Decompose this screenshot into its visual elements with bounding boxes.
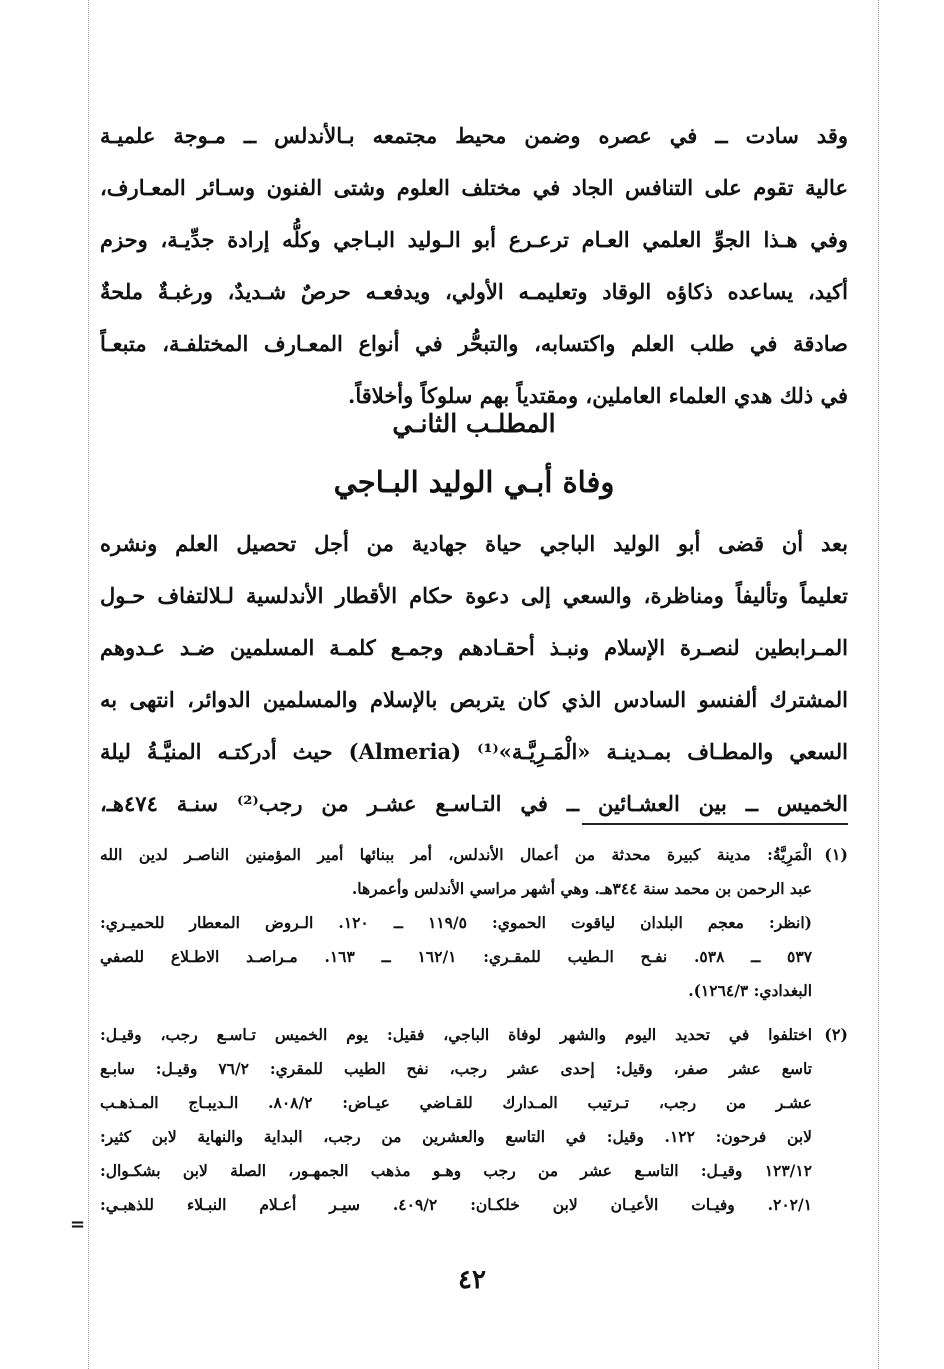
paragraph-line: السعي والمطـاف بمـدينـة «الْمَـرِيَّـة»⁽¹⁾ (Almeria) حيث أدركتـه المنيَّـةُ ليلة: [100, 739, 848, 764]
footnote-number: (١): [824, 845, 848, 864]
footnote-line: ٥٣٧ ــ ٥٣٨. نفـح الـطيب للمقـري: ١٦٢/١ ــ ١٦٣. مـراصـد الاطـلاع للصفي: [100, 947, 812, 966]
paragraph-line: وفي هـذا الجوِّ العلمي العـام ترعـرع أبو الـوليد البـاجي وكلُّه إرادة جدِّيـة، وحزم: [100, 227, 848, 252]
paragraph-line: بعد أن قضى أبو الوليد الباجي حياة جهادية من أجل تحصيل العلم ونشره: [100, 531, 848, 556]
footnote-line: ٢٠٢/١. وفيـات الأعيـان لابن خلكـان: ٤٠٩/٢. سيـر أعـلام النبـلاء للذهبـي:: [100, 1195, 812, 1214]
continuation-mark: =: [70, 1214, 86, 1235]
footnote-line: البغدادي: ١٢٦٤/٣).: [688, 981, 812, 1000]
paragraph-line: وقد سادت ــ في عصره وضمن محيط مجتمعه بـالأندلس ــ مـوجة علميـة: [100, 123, 848, 148]
footnote-line: لابن فرحون: ١٢٢. وقيل: في التاسع والعشرين من رجب، البداية والنهاية لابن كثير:: [100, 1127, 812, 1146]
intro-paragraph: [100, 110, 848, 422]
section-title: وفاة أبـي الوليد البـاجي: [333, 465, 615, 499]
paragraph-line: المـرابطين لنصـرة الإسلام ونبـذ أحقـادهم وجمـع كلمـة المسلمين ضـد عـدوهم: [100, 635, 848, 660]
footnote-line: عبد الرحمن بن محمد سنة ٣٤٤هـ. وهي أشهر مراسي الأندلس وأعمرها.: [351, 879, 812, 898]
paragraph-line: الخميس ــ بين العشـائين ــ في التـاسـع عشـر من رجب⁽²⁾ سنـة ٤٧٤هـ،: [100, 791, 848, 816]
page-number: ٤٢: [458, 1265, 486, 1295]
paragraph-line: أكيد، يساعده ذكاؤه الوقاد وتعليمـه الأولي، ويدفعـه حرصٌ شـديدٌ، ورغبـةٌ ملحةٌ: [100, 279, 848, 304]
paragraph-line: تعليماً وتأليفاً ومناظرة، والسعي إلى دعوة حكام الأقطار الأندلسية لـلالتفاف حـول: [100, 583, 848, 608]
footnote: [100, 1018, 848, 1222]
footnote-number: (٢): [824, 1025, 848, 1044]
footnote-line: تاسع عشر صفر، وقيل: إحدى عشر رجب، نفح الطيب للمقري: ٧٦/٢ وقيـل: سابـع: [100, 1059, 812, 1078]
footnote-line: الْمَرِيَّةُ: مدينة كبيرة محدثة من أعمال الأندلس، أمر ببنائها أمير المؤمنين الناصـر لدين الله: [100, 845, 812, 864]
right-margin-guide: [878, 0, 879, 1369]
footnote-separator: [582, 823, 848, 825]
footnote-line: اختلفوا في تحديد اليوم والشهر لوفاة الباجي، فقيل: يوم الخميس تـاسـع رجب، وقيـل:: [100, 1025, 812, 1044]
paragraph-line: في ذلك هدي العلماء العاملين، ومقتدياً بهم سلوكاً وأخلاقاً.: [348, 383, 848, 408]
footnote-line: عشـر من رجب، تـرتيب المـدارك للقـاضي عيـاض: ٨٠٨/٢. الـديبـاج المـذهـب: [100, 1093, 812, 1112]
paragraph-line: عالية تقوم على التنافس الجاد في مختلف العلوم وشتى الفنون وسـائر المعـارف،: [100, 175, 848, 200]
left-margin-guide: [88, 0, 89, 1369]
section-heading: المطلـب الثانـي: [392, 409, 556, 438]
paragraph-line: المشترك ألفنسو السادس الذي كان يتربص بالإسلام والمسلمين الدوائر، انتهى به: [100, 687, 848, 712]
death-paragraph: [100, 518, 848, 830]
footnote-line: (انظر: معجم البلدان لياقوت الحموي: ١١٩/٥ ــ ١٢٠. الـروض المعطار للحميـري:: [100, 913, 812, 932]
footnote-line: ١٢٣/١٢ وقيـل: التاسـع عشر من رجب وهـو مذهب الجمهـور، الصلة لابن بشكـوال:: [100, 1161, 812, 1180]
paragraph-line: صادقة في طلب العلم واكتسابه، والتبحُّر في أنواع المعـارف المختلفـة، متبعـاً: [100, 331, 848, 356]
footnote: [100, 838, 848, 1008]
